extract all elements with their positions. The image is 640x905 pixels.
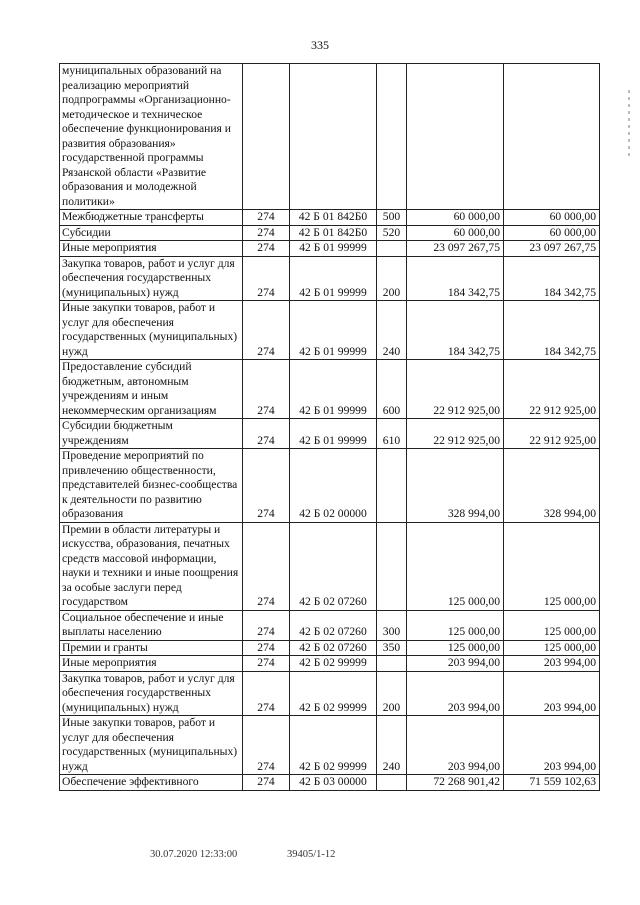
expense-type-cell: 500 xyxy=(377,210,407,226)
amount-year1-cell: 203 994,00 xyxy=(407,671,504,716)
amount-year1-cell: 22 912 925,00 xyxy=(407,360,504,419)
ministry-code-cell: 274 xyxy=(243,656,290,672)
expense-type-cell: 600 xyxy=(377,360,407,419)
amount-year2-cell: 60 000,00 xyxy=(504,210,600,226)
table-row xyxy=(60,522,600,610)
table-row xyxy=(60,671,600,716)
amount-year2-cell: 23 097 267,75 xyxy=(504,241,600,257)
amount-year2-cell: 203 994,00 xyxy=(504,671,600,716)
ministry-code-cell: 274 xyxy=(243,716,290,775)
table-row xyxy=(60,256,600,301)
row-name-cell: Иные закупки товаров, работ и услуг для обеспечения государственных (муниципальных) нужд xyxy=(60,301,243,360)
expense-type-cell: 610 xyxy=(377,419,407,449)
ministry-code-cell: 274 xyxy=(243,640,290,656)
expense-type-cell xyxy=(377,775,407,791)
expense-type-cell xyxy=(377,449,407,523)
table-row xyxy=(60,360,600,419)
expense-type-cell: 200 xyxy=(377,671,407,716)
amount-year2-cell: 60 000,00 xyxy=(504,225,600,241)
ministry-code-cell: 274 xyxy=(243,449,290,523)
side-margin-mark xyxy=(628,90,630,160)
ministry-code-cell: 274 xyxy=(243,241,290,257)
row-name-cell: Премии в области литературы и искусства, образования, печатных средств массовой информации, науки и техники и иные поощрения за особые заслуги перед государством xyxy=(60,522,243,610)
amount-year1-cell: 60 000,00 xyxy=(407,210,504,226)
table-row xyxy=(60,241,600,257)
target-article-cell: 42 Б 01 99999 xyxy=(290,419,377,449)
target-article-cell: 42 Б 02 99999 xyxy=(290,716,377,775)
table-row xyxy=(60,225,600,241)
amount-year1-cell: 203 994,00 xyxy=(407,656,504,672)
amount-year2-cell: 184 342,75 xyxy=(504,256,600,301)
amount-year1-cell: 22 912 925,00 xyxy=(407,419,504,449)
table-body xyxy=(60,64,600,791)
amount-year2-cell: 125 000,00 xyxy=(504,640,600,656)
target-article-cell: 42 Б 02 07260 xyxy=(290,522,377,610)
footer-timestamp: 30.07.2020 12:33:00 xyxy=(150,849,238,860)
ministry-code-cell: 274 xyxy=(243,671,290,716)
expense-type-cell: 240 xyxy=(377,716,407,775)
table-row xyxy=(60,210,600,226)
ministry-code-cell: 274 xyxy=(243,360,290,419)
expense-type-cell xyxy=(377,522,407,610)
expense-type-cell xyxy=(377,656,407,672)
target-article-cell: 42 Б 01 99999 xyxy=(290,241,377,257)
target-article-cell: 42 Б 02 07260 xyxy=(290,610,377,640)
ministry-code-cell: 274 xyxy=(243,522,290,610)
row-name-cell: Субсидии xyxy=(60,225,243,241)
row-name-cell: Иные мероприятия xyxy=(60,656,243,672)
ministry-code-cell: 274 xyxy=(243,419,290,449)
table-row xyxy=(60,775,600,791)
table-row xyxy=(60,716,600,775)
row-name-cell: Иные закупки товаров, работ и услуг для обеспечения государственных (муниципальных) нужд xyxy=(60,716,243,775)
footer-doc-id: 39405/1-12 xyxy=(287,849,336,860)
target-article-cell: 42 Б 02 07260 xyxy=(290,640,377,656)
row-name-cell: муниципальных образований на реализацию мероприятий подпрограммы «Организационно-методическое и техническое обеспечение функционирования и развития образования» государственной программы Рязанской области «Развитие образования и молодежной политики» xyxy=(60,64,243,210)
amount-year1-cell xyxy=(407,64,504,210)
target-article-cell: 42 Б 03 00000 xyxy=(290,775,377,791)
ministry-code-cell: 274 xyxy=(243,775,290,791)
target-article-cell: 42 Б 01 99999 xyxy=(290,301,377,360)
ministry-code-cell: 274 xyxy=(243,256,290,301)
amount-year2-cell: 203 994,00 xyxy=(504,656,600,672)
ministry-code-cell: 274 xyxy=(243,610,290,640)
amount-year2-cell xyxy=(504,64,600,210)
table-row xyxy=(60,656,600,672)
row-name-cell: Премии и гранты xyxy=(60,640,243,656)
budget-table xyxy=(59,63,600,791)
expense-type-cell: 240 xyxy=(377,301,407,360)
amount-year2-cell: 22 912 925,00 xyxy=(504,360,600,419)
ministry-code-cell: 274 xyxy=(243,210,290,226)
amount-year2-cell: 125 000,00 xyxy=(504,610,600,640)
amount-year2-cell: 328 994,00 xyxy=(504,449,600,523)
row-name-cell: Предоставление субсидий бюджетным, автономным учреждениям и иным некоммерческим организациям xyxy=(60,360,243,419)
expense-type-cell xyxy=(377,241,407,257)
row-name-cell: Иные мероприятия xyxy=(60,241,243,257)
row-name-cell: Закупка товаров, работ и услуг для обеспечения государственных (муниципальных) нужд xyxy=(60,671,243,716)
amount-year1-cell: 125 000,00 xyxy=(407,640,504,656)
page-number: 335 xyxy=(311,38,329,52)
table-row xyxy=(60,64,600,210)
amount-year1-cell: 203 994,00 xyxy=(407,716,504,775)
ministry-code-cell xyxy=(243,64,290,210)
row-name-cell: Закупка товаров, работ и услуг для обеспечения государственных (муниципальных) нужд xyxy=(60,256,243,301)
target-article-cell: 42 Б 01 842Б0 xyxy=(290,225,377,241)
row-name-cell: Обеспечение эффективного xyxy=(60,775,243,791)
expense-type-cell: 300 xyxy=(377,610,407,640)
target-article-cell: 42 Б 01 99999 xyxy=(290,256,377,301)
expense-type-cell xyxy=(377,64,407,210)
amount-year2-cell: 22 912 925,00 xyxy=(504,419,600,449)
expense-type-cell: 200 xyxy=(377,256,407,301)
amount-year2-cell: 71 559 102,63 xyxy=(504,775,600,791)
amount-year2-cell: 125 000,00 xyxy=(504,522,600,610)
target-article-cell: 42 Б 01 99999 xyxy=(290,360,377,419)
table-row xyxy=(60,640,600,656)
amount-year1-cell: 184 342,75 xyxy=(407,256,504,301)
amount-year1-cell: 125 000,00 xyxy=(407,610,504,640)
expense-type-cell: 350 xyxy=(377,640,407,656)
row-name-cell: Межбюджетные трансферты xyxy=(60,210,243,226)
ministry-code-cell: 274 xyxy=(243,301,290,360)
target-article-cell: 42 Б 02 99999 xyxy=(290,656,377,672)
amount-year1-cell: 72 268 901,42 xyxy=(407,775,504,791)
amount-year1-cell: 328 994,00 xyxy=(407,449,504,523)
row-name-cell: Субсидии бюджетным учреждениям xyxy=(60,419,243,449)
amount-year1-cell: 184 342,75 xyxy=(407,301,504,360)
target-article-cell: 42 Б 01 842Б0 xyxy=(290,210,377,226)
table-row xyxy=(60,419,600,449)
amount-year1-cell: 23 097 267,75 xyxy=(407,241,504,257)
ministry-code-cell: 274 xyxy=(243,225,290,241)
target-article-cell: 42 Б 02 00000 xyxy=(290,449,377,523)
amount-year2-cell: 203 994,00 xyxy=(504,716,600,775)
table-row xyxy=(60,449,600,523)
expense-type-cell: 520 xyxy=(377,225,407,241)
row-name-cell: Социальное обеспечение и иные выплаты населению xyxy=(60,610,243,640)
target-article-cell: 42 Б 02 99999 xyxy=(290,671,377,716)
row-name-cell: Проведение мероприятий по привлечению общественности, представителей бизнес-сообщества к деятельности по развитию образования xyxy=(60,449,243,523)
amount-year2-cell: 184 342,75 xyxy=(504,301,600,360)
target-article-cell xyxy=(290,64,377,210)
amount-year1-cell: 125 000,00 xyxy=(407,522,504,610)
amount-year1-cell: 60 000,00 xyxy=(407,225,504,241)
table-row xyxy=(60,301,600,360)
table-row xyxy=(60,610,600,640)
